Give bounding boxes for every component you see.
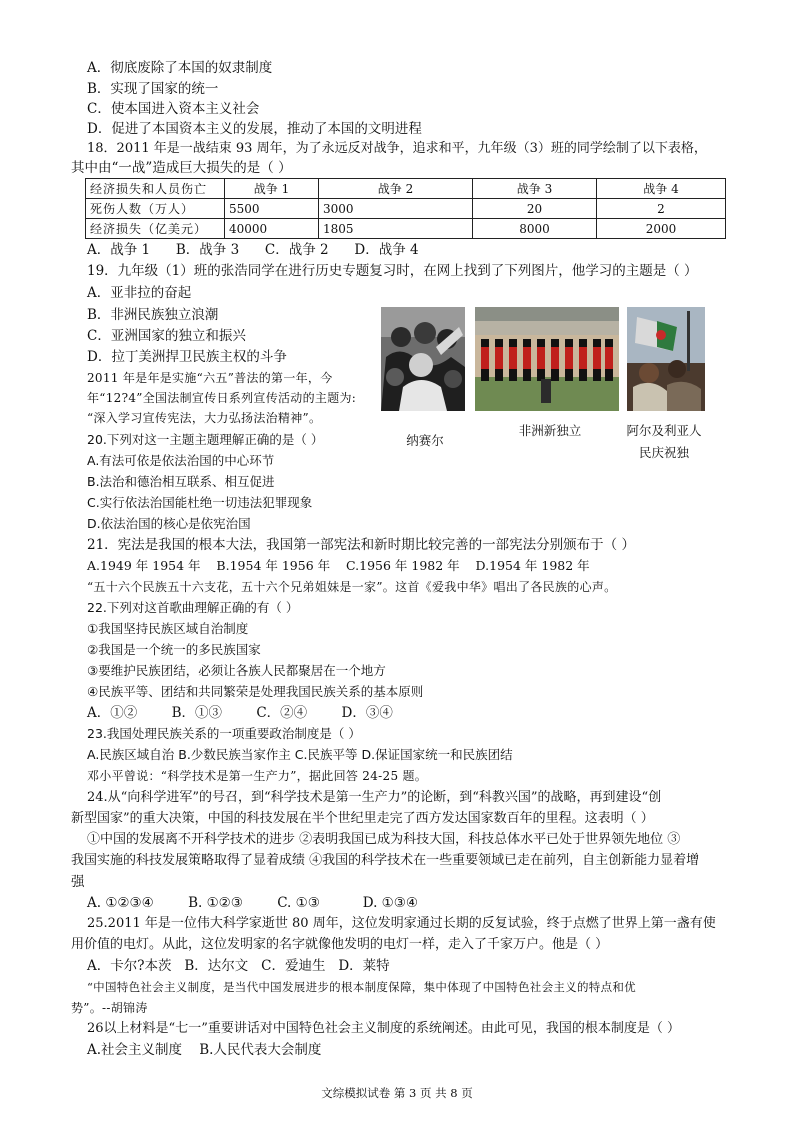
q19-option-b: B．非洲民族独立浪潮 <box>87 307 219 323</box>
material-2: “五十六个民族五十六支花，五十六个兄弟姐妹是一家”。这首《爱我中华》唱出了各民族的心声。 <box>87 580 617 594</box>
q22-item-1: ①我国坚持民族区域自治制度 <box>87 621 249 636</box>
photo-caption-nasser: 纳赛尔 <box>406 433 444 448</box>
q17-option-c: C．使本国进入资本主义社会 <box>87 101 260 117</box>
q22-options: A．①② B．①③ C．②④ D．③④ <box>87 705 393 721</box>
q19-option-c: C．亚洲国家的独立和振兴 <box>87 328 246 344</box>
q25-stem-2: 用价值的电灯。从此，这位发明家的名字就像他发明的电灯一样，走入了千家万户。他是（ ） <box>71 937 609 952</box>
table-cell: 2000 <box>597 219 726 239</box>
q22-item-4: ④民族平等、团结和共同繁荣是处理我国民族关系的基本原则 <box>87 684 424 699</box>
q24-stem-2: 新型国家”的重大决策，中国的科技发展在半个世纪里走完了西方发达国家数百年的里程。这表明（ ） <box>71 811 654 826</box>
q24-items-1: ①中国的发展离不开科学技术的进步 ②表明我国已成为科技大国，科技总体水平已处于世界领先地位 ③ <box>87 832 681 847</box>
table-cell: 经济损失（亿美元） <box>86 219 225 239</box>
table-cell: 20 <box>473 199 597 219</box>
material-3: 邓小平曾说：“科学技术是第一生产力”，据此回答 24-25 题。 <box>87 769 428 783</box>
table-row <box>86 219 726 239</box>
q24-items-3: 强 <box>71 874 85 890</box>
table-header-cell: 战争 3 <box>473 179 597 199</box>
q24-items-2: 我国实施的科技发展策略取得了显着成绩 ④我国的科学技术在一些重要领域已走在前列，自主创新能力显着增 <box>71 853 700 868</box>
q23-stem: 23.我国处理民族关系的一项重要政治制度是（ ） <box>87 726 361 741</box>
photo-caption-africa: 非洲新独立 <box>518 423 582 438</box>
q22-item-2: ②我国是一个统一的多民族国家 <box>87 642 261 657</box>
q19-option-a: A．亚非拉的奋起 <box>87 285 192 301</box>
q20-option-d: D.依法治国的核心是依宪治国 <box>87 516 251 531</box>
q24-stem-1: 24.从“向科学进军”的号召，到“科学技术是第一生产力”的论断，到“科教兴国”的战略，再到建设“创 <box>87 790 662 805</box>
q21-options: A.1949 年 1954 年 B.1954 年 1956 年 C.1956 年 1982 年 D.1954 年 1982 年 <box>87 558 590 573</box>
nasser-photo <box>381 307 465 411</box>
material-1-line-2: 年“12?4”全国法制宣传日系列宣传活动的主题为: <box>87 391 357 405</box>
material-4-line-1: “中国特色社会主义制度，是当代中国发展进步的根本制度保障，集中体现了中国特色社会主义的特点和优 <box>87 980 636 994</box>
table-cell: 2 <box>597 199 726 219</box>
q17-option-b: B．实现了国家的统一 <box>87 81 219 97</box>
table-header-cell: 战争 2 <box>319 179 473 199</box>
table-row <box>86 179 726 199</box>
war-loss-table <box>85 178 726 239</box>
q18-options: A．战争 1 B．战争 3 C．战争 2 D．战争 4 <box>87 242 419 258</box>
q20-option-c: C.实行依法治国能杜绝一切违法犯罪现象 <box>87 495 313 510</box>
table-cell: 40000 <box>225 219 319 239</box>
photo-caption-algeria: 阿尔及利亚人民庆祝独 <box>626 423 702 460</box>
table-header-cell: 经济损失和人员伤亡 <box>86 179 225 199</box>
q19-stem: 19．九年级（1）班的张浩同学在进行历史专题复习时，在网上找到了下列图片，他学习的主题是（ ） <box>87 263 698 279</box>
material-1-line-3: “深入学习宣传宪法，大力弘扬法治精神”。 <box>87 411 322 425</box>
q21-stem: 21．宪法是我国的根本大法，我国第一部宪法和新时期比较完善的一部宪法分别颁布于（ ） <box>87 537 635 553</box>
q19-option-d: D．拉丁美洲捍卫民族主权的斗争 <box>87 349 287 365</box>
q26-stem: 26以上材料是“七一”重要讲话对中国特色社会主义制度的系统阐述。由此可见，我国的根本制度是（ ） <box>87 1021 680 1036</box>
page-footer: 文综模拟试卷 第 3 页 共 8 页 <box>321 1086 473 1100</box>
q22-stem: 22.下列对这首歌曲理解正确的有（ ） <box>87 600 299 615</box>
table-cell: 8000 <box>473 219 597 239</box>
q23-options: A.民族区域自治 B.少数民族当家作主 C.民族平等 D.保证国家统一和民族团结 <box>87 747 513 762</box>
material-1-line-1: 2011 年是年是实施“六五”普法的第一年，今 <box>87 371 333 385</box>
table-cell: 死伤人数（万人） <box>86 199 225 219</box>
table-row <box>86 199 726 219</box>
q17-option-d: D．促进了本国资本主义的发展，推动了本国的文明进程 <box>87 121 422 137</box>
q25-options: A．卡尔?本茨 B．达尔文 C．爱迪生 D．莱特 <box>87 958 390 974</box>
q20-option-a: A.有法可依是依法治国的中心环节 <box>87 453 275 468</box>
african-independence-photo <box>475 307 619 411</box>
q22-item-3: ③要维护民族团结，必须让各族人民都聚居在一个地方 <box>87 663 386 678</box>
q18-stem: 18．2011 年是一战结束 93 周年，为了永远反对战争，追求和平，九年级（3）班的同学绘制了以下表格， <box>87 141 707 156</box>
table-cell: 3000 <box>319 199 473 219</box>
q17-option-a: A．彻底废除了本国的奴隶制度 <box>87 60 273 76</box>
q24-options: A. ①②③④ B. ①②③ C. ①③ D. ①③④ <box>87 895 418 911</box>
q25-stem-1: 25.2011 年是一位伟大科学家逝世 80 周年，这位发明家通过长期的反复试验，终于点燃了世界上第一盏有使 <box>87 916 716 931</box>
table-header-cell: 战争 4 <box>597 179 726 199</box>
q18-stem-cont: 其中由“一战”造成巨大损失的是（ ） <box>71 160 292 176</box>
table-cell: 5500 <box>225 199 319 219</box>
table-cell: 1805 <box>319 219 473 239</box>
table-header-cell: 战争 1 <box>225 179 319 199</box>
material-4-line-2: 势”。--胡锦涛 <box>71 1001 148 1015</box>
q20-option-b: B.法治和德治相互联系、相互促进 <box>87 474 275 489</box>
q20-stem: 20.下列对这一主题主题理解正确的是（ ） <box>87 432 324 447</box>
q26-options: A.社会主义制度 B.人民代表大会制度 <box>87 1042 322 1058</box>
algeria-celebration-photo <box>627 307 705 411</box>
